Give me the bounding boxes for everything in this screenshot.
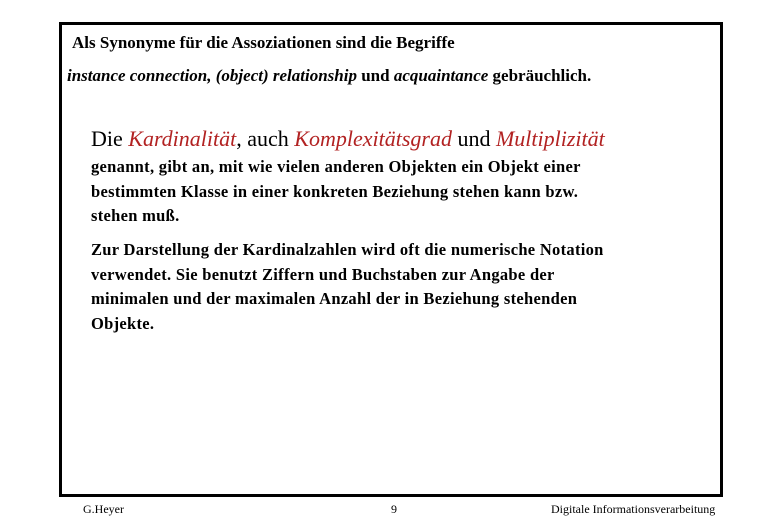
term-kardinalitaet: Kardinalität	[128, 126, 237, 151]
paragraph-line: genannt, gibt an, mit wie vielen anderen Objekten ein Objekt einer	[91, 157, 581, 176]
heading-prefix: Die	[91, 126, 123, 151]
paragraph-line: bestimmten Klasse in einer konkreten Beziehung stehen kann bzw.	[91, 181, 579, 201]
notation-paragraph	[91, 238, 701, 336]
term-instance-connection: instance connection,	[67, 66, 212, 85]
heading-und: und	[457, 126, 491, 151]
paragraph-line: minimalen und der maximalen Anzahl der in Beziehung stehenden	[91, 289, 578, 308]
footer-course-title: Digitale Informationsverarbeitung	[551, 502, 716, 516]
paragraph-line: Objekte.	[91, 313, 155, 333]
term-multiplizitaet: Multiplizität	[495, 126, 605, 151]
intro-tail: gebräuchlich.	[492, 66, 592, 85]
footer-author: G.Heyer	[83, 502, 124, 516]
intro-line-2	[67, 66, 591, 86]
cardinality-paragraph	[91, 155, 701, 229]
paragraph-line: Zur Darstellung der Kardinalzahlen wird oft die numerische Notation	[91, 240, 604, 259]
cardinality-heading	[91, 126, 605, 152]
intro-line-1: Als Synonyme für die Assoziationen sind die Begriffe	[72, 33, 455, 52]
term-komplexitaetsgrad: Komplexitätsgrad	[294, 126, 452, 151]
heading-sep: , auch	[236, 126, 289, 151]
term-object-relationship: (object) relationship	[215, 66, 357, 85]
footer-page-number: 9	[391, 502, 397, 516]
paragraph-line: stehen muß.	[91, 206, 180, 225]
paragraph-line: verwendet. Sie benutzt Ziffern und Buchstaben zur Angabe der	[91, 264, 555, 284]
intro-und: und	[361, 66, 390, 85]
term-acquaintance: acquaintance	[393, 66, 489, 85]
